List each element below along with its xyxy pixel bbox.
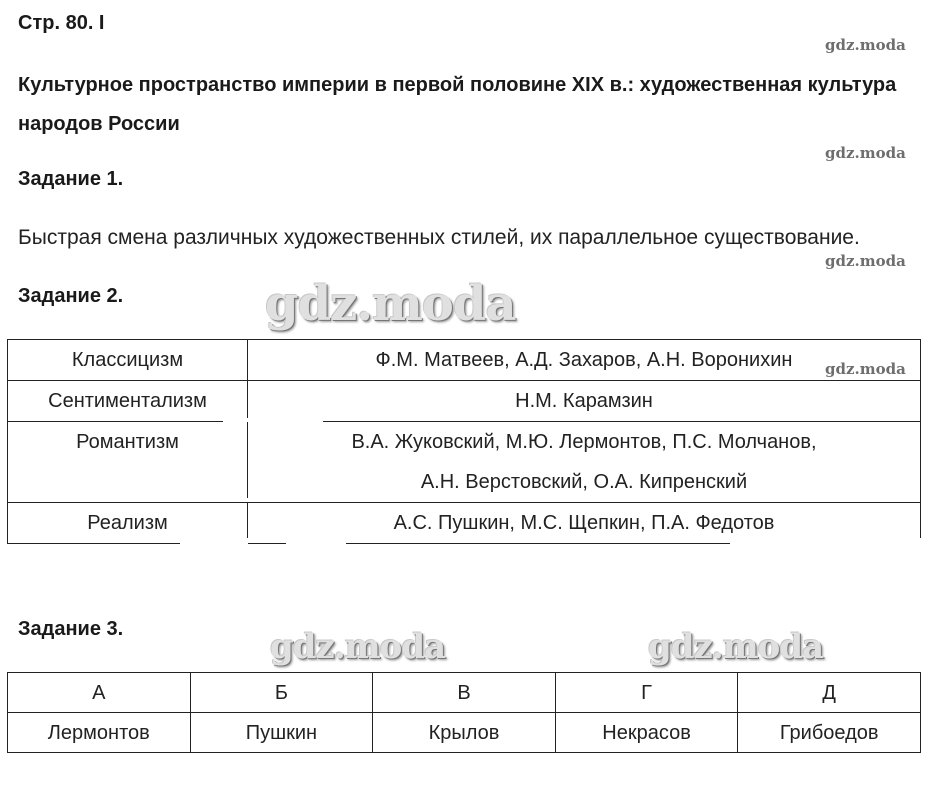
watermark-large: gdz.moda: [648, 627, 824, 667]
table-row: [8, 381, 921, 422]
letter-cell: В: [373, 673, 556, 713]
style-cell: Реализм: [8, 503, 248, 544]
style-cell: Романтизм: [8, 422, 248, 503]
watermark-large: gdz.moda: [265, 276, 516, 332]
names-cell: Н.М. Карамзин: [248, 381, 921, 422]
letter-cell: Д: [738, 673, 921, 713]
letter-cell: Г: [555, 673, 738, 713]
page-header: Стр. 80. I: [18, 12, 105, 34]
task2-heading: Задание 2.: [18, 285, 124, 307]
watermark-small: gdz.moda: [825, 360, 906, 378]
answer-cell: Грибоедов: [738, 713, 921, 753]
names-line: А.Н. Верстовский, О.А. Кипренский: [420, 471, 748, 493]
answer-cell: Лермонтов: [8, 713, 191, 753]
letter-cell: А: [8, 673, 191, 713]
names-cell: Ф.М. Матвеев, А.Д. Захаров, А.Н. Воронихин: [248, 340, 921, 381]
watermark-small: gdz.moda: [825, 36, 906, 54]
matching-table: [7, 672, 921, 753]
table-row: [8, 673, 921, 713]
watermark-large: gdz.moda: [270, 627, 446, 667]
table-row: [8, 340, 921, 381]
page-title: Культурное пространство империи в первой половине XIX в.: художественная культура народов России: [18, 74, 897, 135]
answer-cell: Пушкин: [190, 713, 373, 753]
names-line: В.А. Жуковский, М.Ю. Лермонтов, П.С. Молчанов,: [351, 431, 817, 453]
task1-heading: Задание 1.: [18, 168, 124, 190]
answer-cell: Некрасов: [555, 713, 738, 753]
styles-table: [7, 339, 921, 544]
watermark-small: gdz.moda: [825, 252, 906, 270]
table-row: [8, 422, 921, 503]
answer-cell: Крылов: [373, 713, 556, 753]
watermark-small: gdz.moda: [825, 144, 906, 162]
task1-answer: Быстрая смена различных художественных стилей, их параллельное существование.: [18, 226, 860, 249]
names-cell: [248, 422, 921, 503]
names-cell: А.С. Пушкин, М.С. Щепкин, П.А. Федотов: [248, 503, 921, 544]
style-cell: Классицизм: [8, 340, 248, 381]
letter-cell: Б: [190, 673, 373, 713]
style-cell: Сентиментализм: [8, 381, 248, 422]
table-row: [8, 713, 921, 753]
task3-heading: Задание 3.: [18, 618, 124, 640]
